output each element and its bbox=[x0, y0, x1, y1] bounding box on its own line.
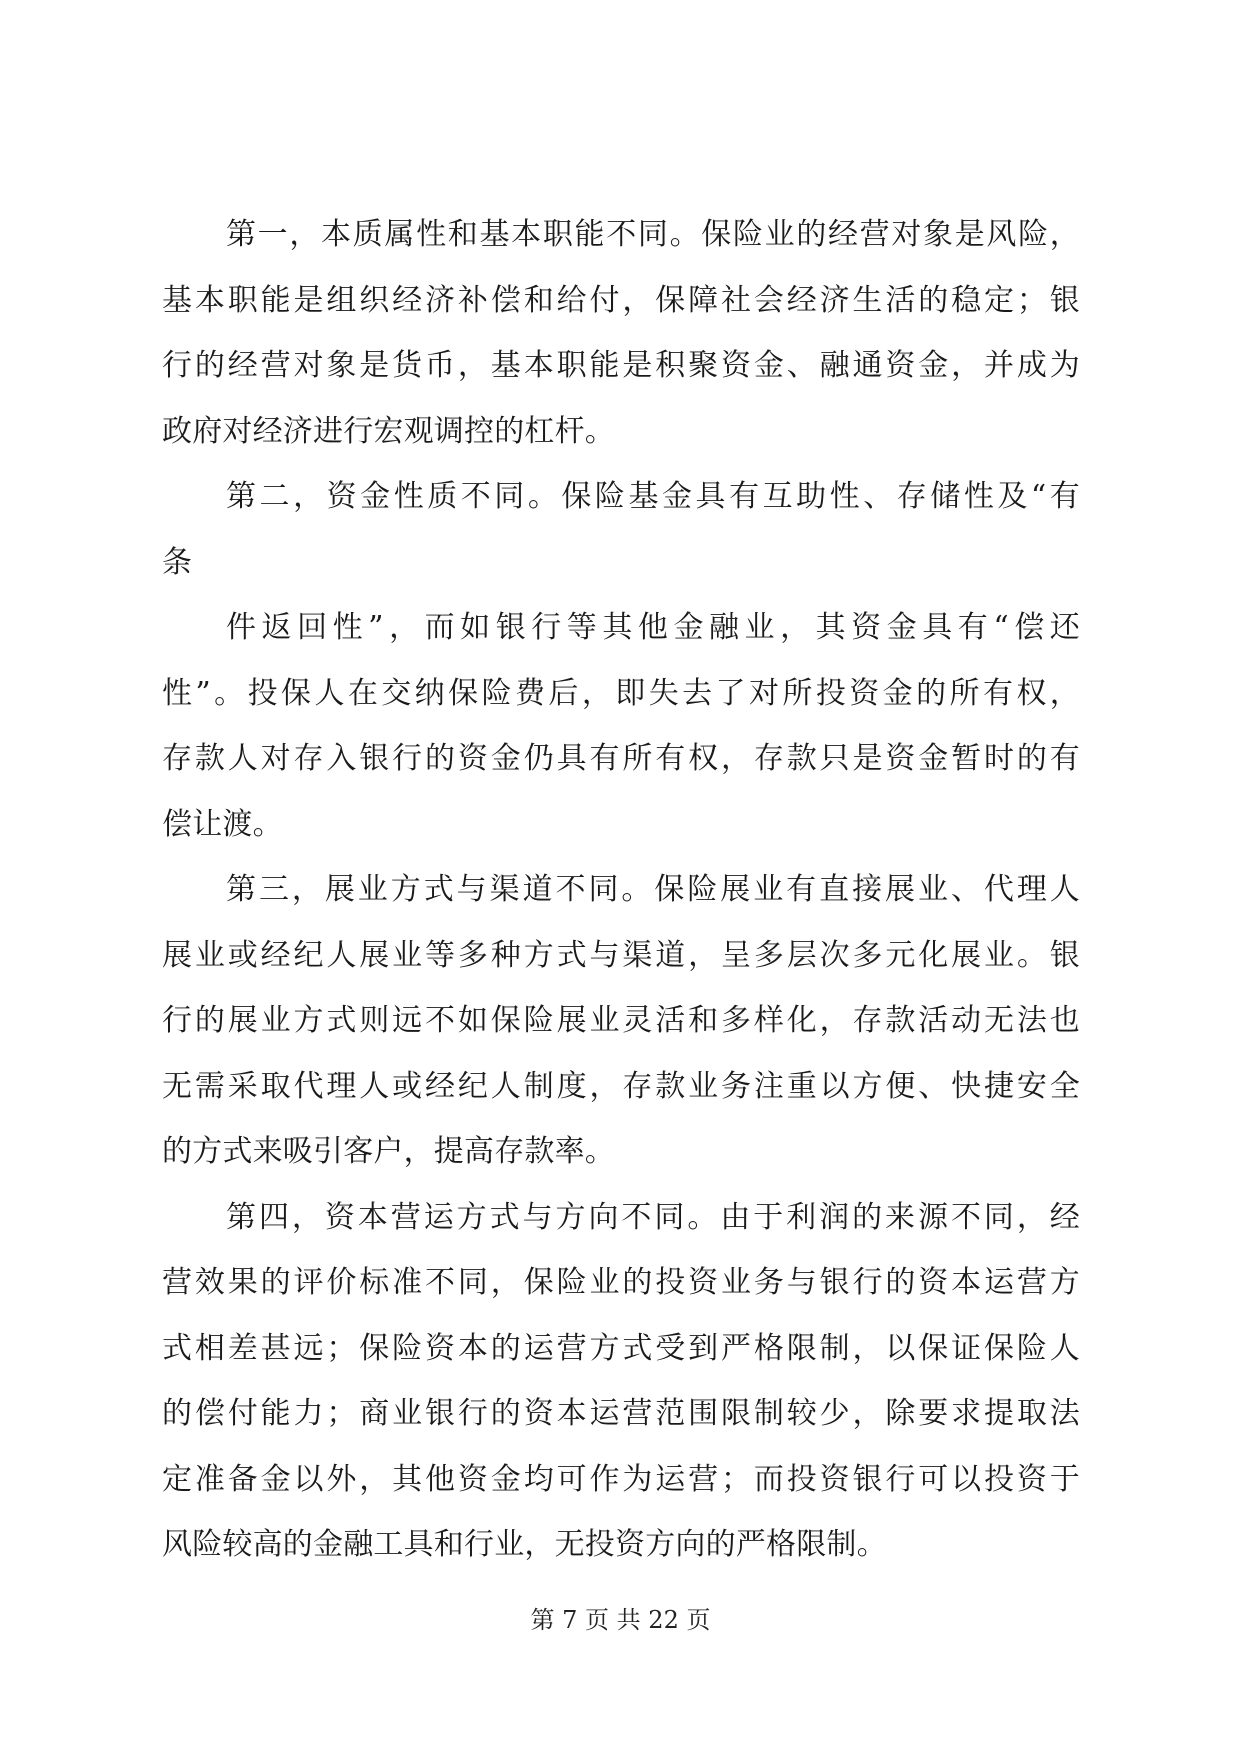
text-line: 无需采取代理人或经纪人制度，存款业务注重以方便、快捷安全 bbox=[162, 1068, 1080, 1104]
text-line: 第四，资本营运方式与方向不同。由于利润的来源不同，经 bbox=[226, 1199, 1080, 1235]
text-line: 存款人对存入银行的资金仍具有所有权，存款只是资金暂时的有 bbox=[162, 741, 1080, 776]
text-line: 的方式来吸引客户，提高存款率。 bbox=[162, 1134, 615, 1169]
text-line: 行的展业方式则远不如保险展业灵活和多样化，存款活动无法也 bbox=[162, 1003, 1080, 1038]
text-line: 式相差甚远；保险资本的运营方式受到严格限制，以保证保险人 bbox=[162, 1330, 1080, 1366]
document-body bbox=[162, 202, 1080, 1578]
text-line: 基本职能是组织经济补偿和给付，保障社会经济生活的稳定；银 bbox=[162, 282, 1080, 318]
text-line: 定准备金以外，其他资金均可作为运营；而投资银行可以投资于 bbox=[162, 1461, 1080, 1497]
text-line: 第一，本质属性和基本职能不同。保险业的经营对象是风险， bbox=[226, 217, 1080, 252]
text-line: 条 bbox=[162, 544, 193, 580]
text-line: 第二，资金性质不同。保险基金具有互助性、存储性及“有 bbox=[226, 479, 1080, 514]
text-line: 展业或经纪人展业等多种方式与渠道，呈多层次多元化展业。银 bbox=[162, 937, 1080, 973]
text-line: 营效果的评价标准不同，保险业的投资业务与银行的资本运营方 bbox=[162, 1265, 1080, 1300]
text-line: 的偿付能力；商业银行的资本运营范围限制较少，除要求提取法 bbox=[162, 1396, 1080, 1431]
text-line: 政府对经济进行宏观调控的杠杆。 bbox=[162, 413, 615, 449]
text-line: 行的经营对象是货币，基本职能是积聚资金、融通资金，并成为 bbox=[162, 348, 1080, 383]
text-line: 第三，展业方式与渠道不同。保险展业有直接展业、代理人 bbox=[226, 872, 1080, 907]
text-line: 风险较高的金融工具和行业，无投资方向的严格限制。 bbox=[162, 1527, 887, 1562]
text-line: 件返回性”，而如银行等其他金融业，其资金具有“偿还 bbox=[226, 610, 1080, 645]
text-line: 偿让渡。 bbox=[162, 806, 283, 842]
text-line: 性”。投保人在交纳保险费后，即失去了对所投资金的所有权， bbox=[162, 675, 1080, 711]
page-number-footer: 第 7 页 共 22 页 bbox=[530, 1606, 711, 1634]
